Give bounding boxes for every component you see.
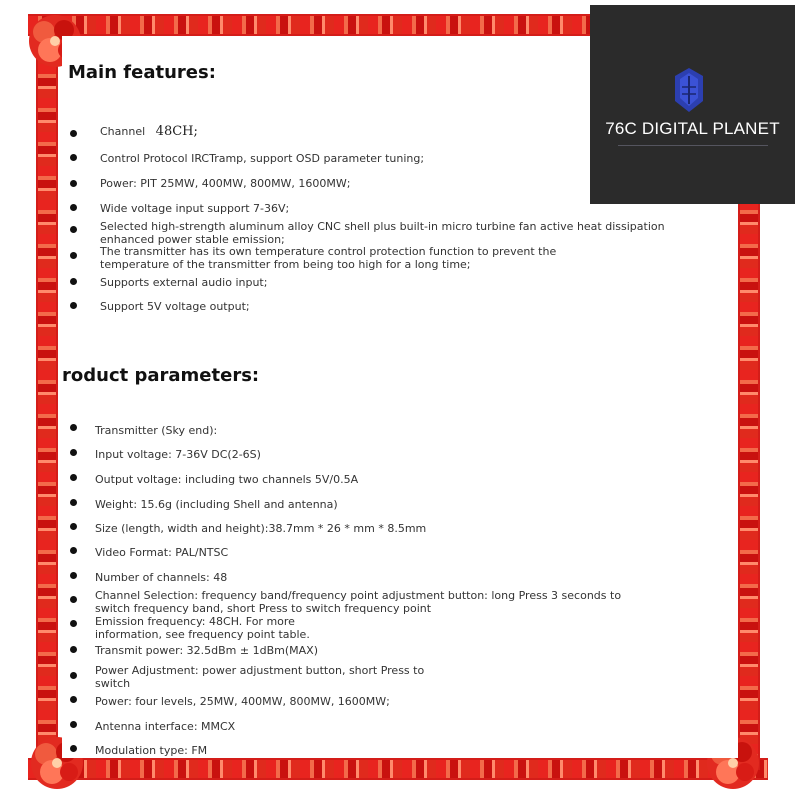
feature-item	[100, 246, 556, 271]
bullet-icon	[70, 226, 77, 233]
bullet-icon	[70, 745, 77, 752]
brand-logo-icon	[672, 67, 706, 113]
bullet-icon	[70, 302, 77, 309]
feature-item: Power: PIT 25MW, 400MW, 800MW, 1600MW;	[100, 177, 351, 190]
param-line: information, see frequency point table.	[95, 627, 310, 641]
param-line: switch	[95, 676, 131, 690]
param-line: Emission frequency: 48CH. For more	[95, 615, 295, 628]
bullet-icon	[70, 499, 77, 506]
param-item: Video Format: PAL/NTSC	[95, 546, 229, 559]
bullet-icon	[70, 672, 77, 679]
feature-line: The transmitter has its own temperature control protection function to prevent the	[100, 245, 557, 258]
bullet-icon	[70, 547, 77, 554]
bullet-icon	[70, 180, 77, 187]
brand-name: 76C DIGITAL PLANET	[605, 119, 780, 138]
param-item	[95, 590, 621, 615]
param-item: Size (length, width and height):38.7mm * 26 * mm * 8.5mm	[95, 522, 427, 535]
feature-item: Wide voltage input support 7-36V;	[100, 202, 290, 215]
param-item: Transmitter (Sky end):	[95, 424, 218, 437]
bullet-icon	[70, 204, 77, 211]
param-item	[95, 616, 310, 641]
feature-item: Supports external audio input;	[100, 276, 268, 289]
frame-bottom-border	[28, 758, 768, 780]
bullet-icon	[70, 130, 77, 137]
bullet-icon	[70, 523, 77, 530]
bullet-icon	[70, 154, 77, 161]
param-line: switch frequency band, short Press to switch frequency point	[95, 601, 432, 615]
param-item: Antenna interface: MMCX	[95, 720, 236, 733]
param-item	[95, 665, 424, 690]
brand-badge	[590, 5, 795, 204]
bullet-icon	[70, 424, 77, 431]
feature-item	[100, 126, 198, 139]
feature-item: Support 5V voltage output;	[100, 300, 250, 313]
param-line: Channel Selection: frequency band/frequency point adjustment button: long Press 3 seconds to	[95, 589, 622, 602]
bullet-icon	[70, 646, 77, 653]
param-item: Output voltage: including two channels 5V/0.5A	[95, 473, 359, 486]
feature-label: Channel	[100, 125, 146, 138]
bullet-icon	[70, 696, 77, 703]
param-item: Transmit power: 32.5dBm ± 1dBm(MAX)	[95, 644, 318, 657]
bullet-icon	[70, 278, 77, 285]
param-item: Number of channels: 48	[95, 571, 228, 584]
feature-line: temperature of the transmitter from being too high for a long time;	[100, 257, 471, 271]
param-item: Weight: 15.6g (including Shell and antenna)	[95, 498, 338, 511]
feature-value: 48CH;	[155, 124, 198, 139]
bullet-icon	[70, 721, 77, 728]
feature-line: Selected high-strength aluminum alloy CNC shell plus built-in micro turbine fan active heat dissipation	[100, 220, 665, 233]
param-item: Modulation type: FM	[95, 744, 208, 757]
bullet-icon	[70, 449, 77, 456]
param-item: Input voltage: 7-36V DC(2-6S)	[95, 448, 261, 461]
bullet-icon	[70, 572, 77, 579]
param-line: Power Adjustment: power adjustment button, short Press to	[95, 664, 425, 677]
bullet-icon	[70, 252, 77, 259]
param-item: Power: four levels, 25MW, 400MW, 800MW, 1600MW;	[95, 695, 390, 708]
feature-line: enhanced power stable emission;	[100, 232, 285, 246]
bullet-icon	[70, 596, 77, 603]
brand-underline	[618, 145, 768, 146]
feature-item: Control Protocol IRCTramp, support OSD parameter tuning;	[100, 152, 425, 165]
product-parameters-heading: roduct parameters:	[62, 365, 260, 386]
bullet-icon	[70, 474, 77, 481]
main-features-heading: Main features:	[68, 62, 216, 83]
frame-left-border	[36, 30, 58, 770]
bullet-icon	[70, 620, 77, 627]
feature-item	[100, 221, 665, 246]
